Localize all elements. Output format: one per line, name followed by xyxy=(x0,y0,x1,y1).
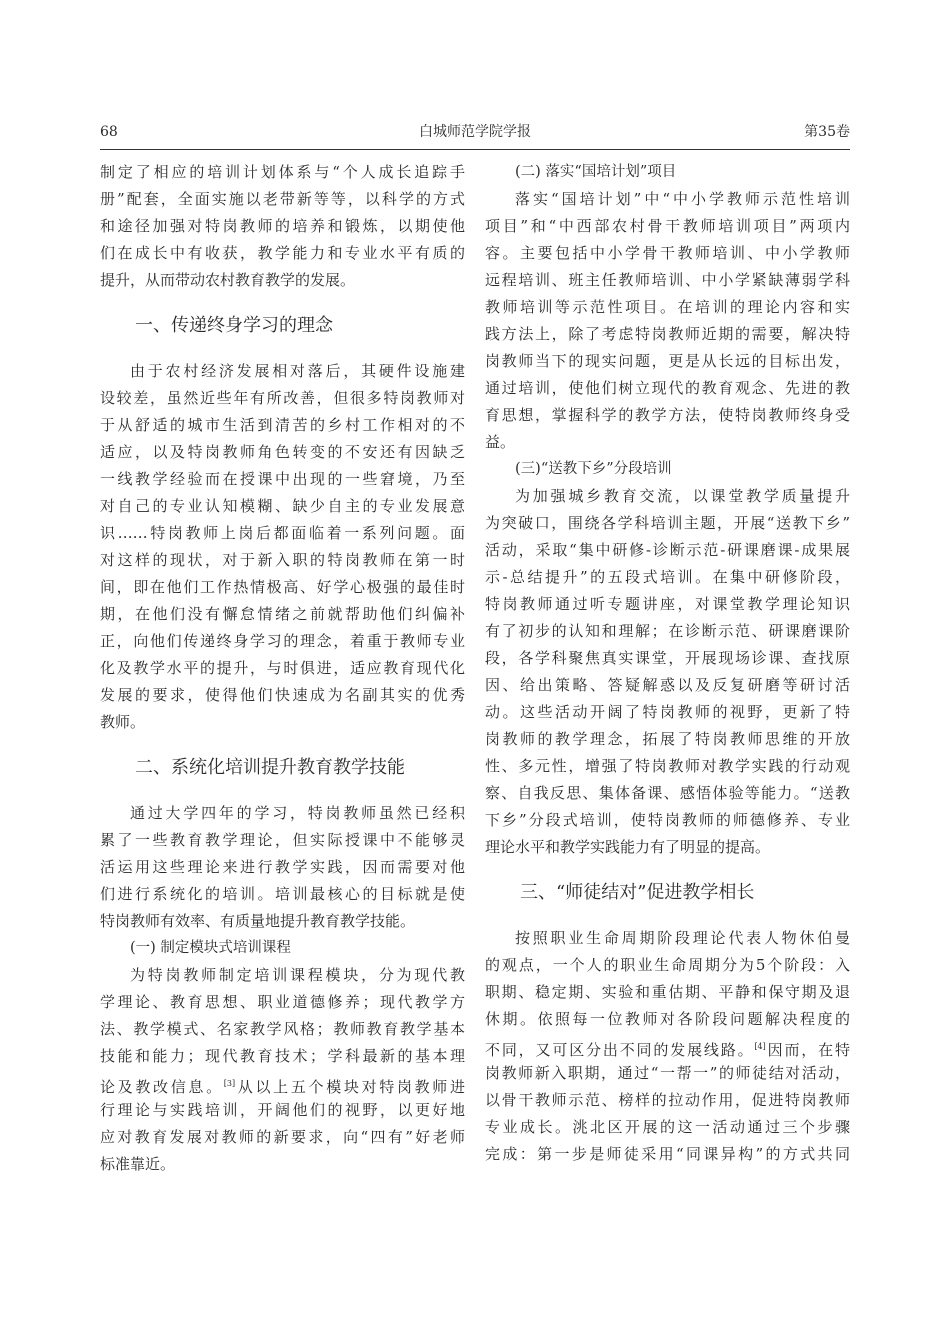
page-number: 68 xyxy=(100,124,118,140)
text-line: 特岗教师通过听专题讲座，对课堂教学理论知识 xyxy=(485,595,850,613)
text-line: 理论水平和教学实践能力有了明显的提高。 xyxy=(485,838,771,856)
text-line: 育思想，掌握科学的教学方法，使特岗教师终身受 xyxy=(485,406,850,424)
text-line: 对这样的现状，对于新入职的特岗教师在第一时 xyxy=(100,551,465,569)
text-line: 项目”和“中西部农村骨干教师培训项目”两项内 xyxy=(485,217,850,235)
text-line: 正，向他们传递终身学习的理念，着重于教师专业 xyxy=(100,632,465,650)
text-line: 察、自我反思、集体备课、感悟体验等能力。“送教 xyxy=(485,784,850,802)
text-line: 设较差，虽然近些年有所改善，但很多特岗教师对 xyxy=(100,389,465,407)
text-line: 和途径加强对特岗教师的培养和锻炼，以期使他 xyxy=(100,217,465,235)
citation-ref[interactable]: [4] xyxy=(754,1042,766,1051)
text-line: 容。主要包括中小学骨干教师培训、中小学教师 xyxy=(485,244,850,262)
text-line: 制定了相应的培训计划体系与“个人成长追踪手 xyxy=(100,163,465,181)
text-line: 由于农村经济发展相对落后，其硬件设施建 xyxy=(130,362,465,380)
text-line: 一线教学经验而在授课中出现的一些窘境，乃至 xyxy=(100,470,465,488)
text-line: 段，各学科聚焦真实课堂，开展现场诊课、查找原 xyxy=(485,649,850,667)
text-line: 不同，又可区分出不同的发展线路。[4]因而，在特 xyxy=(485,1041,850,1059)
text-line: 按照职业生命周期阶段理论代表人物休伯曼 xyxy=(515,929,850,947)
paragraph xyxy=(485,483,850,861)
text-line: 岗教师的教学理念，拓展了特岗教师思维的开放 xyxy=(485,730,850,748)
text-line: 示-总结提升”的五段式培训。在集中研修阶段， xyxy=(485,568,850,586)
text-line: 法、教学模式、名家教学风格；教师教育教学基本 xyxy=(100,1020,465,1038)
paragraph xyxy=(100,1097,465,1178)
right-column xyxy=(485,159,850,1168)
text-line: 践方法上，除了考虑特岗教师近期的需要，解决特 xyxy=(485,325,850,343)
text-line: 以骨干教师示范、榜样的拉动作用，促进特岗教师 xyxy=(485,1091,850,1109)
text-line: 下乡”分段式培训，使特岗教师的师德修养、专业 xyxy=(485,811,850,829)
paragraph xyxy=(100,962,465,1070)
paragraph xyxy=(485,1060,850,1168)
subsection-heading: (三)“送教下乡”分段培训 xyxy=(515,461,672,477)
text-line: 活运用这些理论来进行教学实践，因而需要对他 xyxy=(100,858,465,876)
running-header xyxy=(100,122,850,148)
text-line: 岗教师新入职期，通过“一帮一”的师徒结对活动， xyxy=(485,1064,850,1082)
text-line: 的观点，一个人的职业生命周期分为5个阶段：入 xyxy=(485,956,850,974)
text-line: 为特岗教师制定培训课程模块，分为现代教 xyxy=(130,966,465,984)
text-line: 们进行系统化的培训。培训最核心的目标就是使 xyxy=(100,885,465,903)
text-line: 性、多元性，增强了特岗教师对教学实践的行动观 xyxy=(485,757,850,775)
paragraph xyxy=(100,159,465,294)
text-line: 学理论、教育思想、职业道德修养；现代教学方 xyxy=(100,993,465,1011)
text-line: 累了一些教育教学理论，但实际授课中不能够灵 xyxy=(100,831,465,849)
text-line: 标准靠近。 xyxy=(100,1155,176,1173)
text-line: 因、给出策略、答疑解惑以及反复研磨等研讨活 xyxy=(485,676,850,694)
text-line: 为加强城乡教育交流，以课堂教学质量提升 xyxy=(515,487,850,505)
text-line: 论及教改信息。[3]从以上五个模块对特岗教师进 xyxy=(100,1078,465,1096)
text-line: 通过大学四年的学习，特岗教师虽然已经积 xyxy=(130,804,465,822)
text-line: 休期。依照每一位教师对各阶段问题解决程度的 xyxy=(485,1010,850,1028)
text-line: 于从舒适的城市生活到清苦的乡村工作相对的不 xyxy=(100,416,465,434)
citation-ref[interactable]: [3] xyxy=(223,1079,236,1088)
text-line: 教师。 xyxy=(100,713,146,731)
text-line: 识……特岗教师上岗后都面临着一系列问题。面 xyxy=(100,524,465,542)
text-line: 对自己的专业认知模糊、缺少自主的专业发展意 xyxy=(100,497,465,515)
paragraph xyxy=(100,800,465,935)
paragraph xyxy=(485,186,850,456)
text-line: 活动，采取“集中研修-诊断示范-研课磨课-成果展 xyxy=(485,541,850,559)
text-line: 期，在他们没有懈怠情绪之前就帮助他们纠偏补 xyxy=(100,605,465,623)
text-line: 们在成长中有收获，教学能力和专业水平有质的 xyxy=(100,244,465,262)
text-line: 有了初步的认知和理解；在诊断示范、研课磨课阶 xyxy=(485,622,850,640)
text-line: 册”配套，全面实施以老带新等等，以科学的方式 xyxy=(100,190,465,208)
text-line: 提升，从而带动农村教育教学的发展。 xyxy=(100,271,356,289)
text-line: 为突破口，围绕各学科培训主题，开展“送教下乡” xyxy=(485,514,850,532)
text-line: 间，即在他们工作热情极高、好学心极强的最佳时 xyxy=(100,578,465,596)
subsection-heading: (一) 制定模块式培训课程 xyxy=(130,940,291,956)
text-line: 通过培训，使他们树立现代的教育观念、先进的教 xyxy=(485,379,850,397)
text-line: 应对教育发展对教师的新要求，向“四有”好老师 xyxy=(100,1128,465,1146)
text-line: 动。这些活动开阔了特岗教师的视野，更新了特 xyxy=(485,703,850,721)
text-line: 落实“国培计划”中“中小学教师示范性培训 xyxy=(515,190,850,208)
text-line: 化及教学水平的提升，与时俱进，适应教育现代化 xyxy=(100,659,465,677)
paragraph xyxy=(485,925,850,1033)
section-heading: 二、系统化培训提升教育教学技能 xyxy=(135,757,405,778)
section-heading: 一、传递终身学习的理念 xyxy=(135,315,333,336)
text-line: 技能和能力；现代教育技术；学科最新的基本理 xyxy=(100,1047,465,1065)
text-line: 远程培训、班主任教师培训、中小学紧缺薄弱学科 xyxy=(485,271,850,289)
text-line: 教师培训等示范性项目。在培训的理论内容和实 xyxy=(485,298,850,316)
text-line: 岗教师当下的现实问题，更是从长远的目标出发， xyxy=(485,352,850,370)
text-line: 益。 xyxy=(485,433,516,451)
text-line: 职期、稳定期、实验和重估期、平静和保守期及退 xyxy=(485,983,850,1001)
left-column xyxy=(100,159,465,1178)
section-heading: 三、“师徒结对”促进教学相长 xyxy=(520,882,755,903)
header-rule xyxy=(100,149,850,150)
volume-label: 第35卷 xyxy=(804,124,850,140)
text-line: 行理论与实践培训，开阔他们的视野，以更好地 xyxy=(100,1101,465,1119)
paragraph xyxy=(100,358,465,736)
text-line: 专业成长。洮北区开展的这一活动通过三个步骤 xyxy=(485,1118,850,1136)
text-line: 特岗教师有效率、有质量地提升教育教学技能。 xyxy=(100,912,416,930)
subsection-heading: (二) 落实“国培计划”项目 xyxy=(515,164,677,180)
journal-title: 白城师范学院学报 xyxy=(419,124,531,140)
text-line: 适应，以及特岗教师角色转变的不安还有因缺乏 xyxy=(100,443,465,461)
text-line: 完成：第一步是师徒采用“同课异构”的方式共同 xyxy=(485,1145,850,1163)
text-line: 发展的要求，使得他们快速成为名副其实的优秀 xyxy=(100,686,465,704)
